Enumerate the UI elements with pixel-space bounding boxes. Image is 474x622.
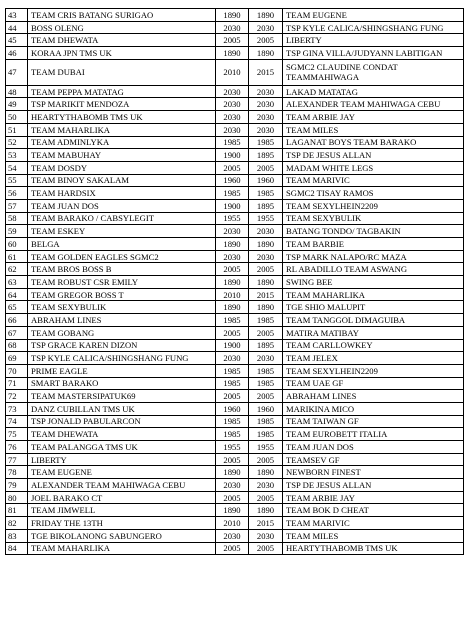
row-number: 67 bbox=[6, 326, 28, 339]
opponent-name: NEWBORN FINEST bbox=[283, 466, 464, 479]
year-left: 2030 bbox=[216, 225, 249, 238]
year-left: 1960 bbox=[216, 174, 249, 187]
year-left: 1985 bbox=[216, 428, 249, 441]
table-row bbox=[6, 123, 464, 136]
table-row bbox=[6, 517, 464, 530]
row-number: 55 bbox=[6, 174, 28, 187]
table-row bbox=[6, 466, 464, 479]
year-left: 1900 bbox=[216, 199, 249, 212]
opponent-name: TEAM UAE GF bbox=[283, 377, 464, 390]
row-number: 51 bbox=[6, 123, 28, 136]
opponent-name: TEAM BOK D CHEAT bbox=[283, 504, 464, 517]
year-right: 2015 bbox=[249, 59, 283, 85]
year-left: 2030 bbox=[216, 85, 249, 98]
year-left: 2030 bbox=[216, 21, 249, 34]
row-number: 83 bbox=[6, 529, 28, 542]
team-name: PRIME EAGLE bbox=[28, 364, 216, 377]
opponent-name: TGE SHIO MALUPIT bbox=[283, 301, 464, 314]
row-number: 44 bbox=[6, 21, 28, 34]
team-name: TSP KYLE CALICA/SHINGSHANG FUNG bbox=[28, 352, 216, 365]
year-left: 1985 bbox=[216, 415, 249, 428]
year-right: 2030 bbox=[249, 352, 283, 365]
table-row bbox=[6, 504, 464, 517]
opponent-name: TEAM MARIVIC bbox=[283, 517, 464, 530]
row-number: 78 bbox=[6, 466, 28, 479]
year-right: 1985 bbox=[249, 364, 283, 377]
year-left: 1985 bbox=[216, 377, 249, 390]
row-number: 69 bbox=[6, 352, 28, 365]
row-number: 45 bbox=[6, 34, 28, 47]
row-number: 56 bbox=[6, 187, 28, 200]
year-left: 2005 bbox=[216, 542, 249, 555]
table-row bbox=[6, 529, 464, 542]
team-name: TEAM GOBANG bbox=[28, 326, 216, 339]
year-left: 1890 bbox=[216, 466, 249, 479]
row-number: 82 bbox=[6, 517, 28, 530]
team-name: TSP GRACE KAREN DIZON bbox=[28, 339, 216, 352]
year-right: 1985 bbox=[249, 428, 283, 441]
team-name: ABRAHAM LINES bbox=[28, 314, 216, 327]
year-left: 2005 bbox=[216, 161, 249, 174]
team-name: TSP JONALD PABULARCON bbox=[28, 415, 216, 428]
table-row bbox=[6, 352, 464, 365]
opponent-name: TEAM BARBIE bbox=[283, 238, 464, 251]
row-number: 54 bbox=[6, 161, 28, 174]
opponent-name: TEAMSEV GF bbox=[283, 453, 464, 466]
year-right: 2015 bbox=[249, 517, 283, 530]
year-left: 2010 bbox=[216, 288, 249, 301]
year-left: 1985 bbox=[216, 314, 249, 327]
opponent-name: TEAM JELEX bbox=[283, 352, 464, 365]
year-left: 2030 bbox=[216, 529, 249, 542]
row-number: 68 bbox=[6, 339, 28, 352]
year-left: 2030 bbox=[216, 479, 249, 492]
year-right: 2030 bbox=[249, 529, 283, 542]
table-row bbox=[6, 59, 464, 85]
opponent-name: TEAM TAIWAN GF bbox=[283, 415, 464, 428]
opponent-name: TEAM EUGENE bbox=[283, 9, 464, 22]
year-right: 2030 bbox=[249, 85, 283, 98]
year-left: 2005 bbox=[216, 263, 249, 276]
table-row bbox=[6, 111, 464, 124]
year-left: 1985 bbox=[216, 364, 249, 377]
year-right: 2015 bbox=[249, 288, 283, 301]
row-number: 71 bbox=[6, 377, 28, 390]
team-name: TEAM MAHARLIKA bbox=[28, 542, 216, 555]
team-name: TEAM GOLDEN EAGLES SGMC2 bbox=[28, 250, 216, 263]
team-name: BELGA bbox=[28, 238, 216, 251]
year-right: 1985 bbox=[249, 187, 283, 200]
opponent-name: SWING BEE bbox=[283, 276, 464, 289]
team-name: TGE BIKOLANONG SABUNGERO bbox=[28, 529, 216, 542]
opponent-name: TSP GINA VILLA/JUDYANN LABITIGAN bbox=[283, 47, 464, 60]
team-name: BOSS OLENG bbox=[28, 21, 216, 34]
row-number: 48 bbox=[6, 85, 28, 98]
opponent-name: LAKAD MATATAG bbox=[283, 85, 464, 98]
year-right: 1890 bbox=[249, 47, 283, 60]
opponent-name: TEAM CARLLOWKEY bbox=[283, 339, 464, 352]
team-name: TEAM JIMWELL bbox=[28, 504, 216, 517]
table-row bbox=[6, 402, 464, 415]
team-name: SMART BARAKO bbox=[28, 377, 216, 390]
row-number: 84 bbox=[6, 542, 28, 555]
year-right: 1890 bbox=[249, 301, 283, 314]
team-name: TEAM EUGENE bbox=[28, 466, 216, 479]
table-row bbox=[6, 441, 464, 454]
opponent-name: RL ABADILLO TEAM ASWANG bbox=[283, 263, 464, 276]
opponent-name: TEAM TANGGOL DIMAGUIBA bbox=[283, 314, 464, 327]
table-row bbox=[6, 161, 464, 174]
year-left: 1955 bbox=[216, 441, 249, 454]
team-name: TEAM JUAN DOS bbox=[28, 199, 216, 212]
row-number: 47 bbox=[6, 59, 28, 85]
year-right: 1890 bbox=[249, 466, 283, 479]
year-right: 1985 bbox=[249, 136, 283, 149]
year-right: 2005 bbox=[249, 161, 283, 174]
year-right: 2030 bbox=[249, 479, 283, 492]
row-number: 60 bbox=[6, 238, 28, 251]
table-row bbox=[6, 479, 464, 492]
match-table-body bbox=[6, 9, 464, 555]
year-right: 1985 bbox=[249, 415, 283, 428]
row-number: 79 bbox=[6, 479, 28, 492]
table-row bbox=[6, 453, 464, 466]
team-name: TEAM BROS BOSS B bbox=[28, 263, 216, 276]
team-name: KORAA JPN TMS UK bbox=[28, 47, 216, 60]
team-name: TEAM ROBUST CSR EMILY bbox=[28, 276, 216, 289]
team-name: TEAM MAHARLIKA bbox=[28, 123, 216, 136]
year-left: 1955 bbox=[216, 212, 249, 225]
year-right: 2005 bbox=[249, 263, 283, 276]
year-left: 2010 bbox=[216, 59, 249, 85]
row-number: 81 bbox=[6, 504, 28, 517]
year-left: 1900 bbox=[216, 339, 249, 352]
team-name: LIBERTY bbox=[28, 453, 216, 466]
opponent-name: TSP KYLE CALICA/SHINGSHANG FUNG bbox=[283, 21, 464, 34]
opponent-name: HEARTYTHABOMB TMS UK bbox=[283, 542, 464, 555]
year-right: 1890 bbox=[249, 238, 283, 251]
year-left: 1985 bbox=[216, 187, 249, 200]
row-number: 57 bbox=[6, 199, 28, 212]
team-name: TEAM DOSDY bbox=[28, 161, 216, 174]
table-row bbox=[6, 250, 464, 263]
row-number: 63 bbox=[6, 276, 28, 289]
year-left: 1890 bbox=[216, 504, 249, 517]
opponent-name: TEAM MARIVIC bbox=[283, 174, 464, 187]
row-number: 46 bbox=[6, 47, 28, 60]
team-name: TEAM MASTERSIPATUK69 bbox=[28, 390, 216, 403]
table-row bbox=[6, 34, 464, 47]
year-left: 2030 bbox=[216, 111, 249, 124]
year-right: 2030 bbox=[249, 123, 283, 136]
table-row bbox=[6, 263, 464, 276]
year-right: 2005 bbox=[249, 542, 283, 555]
year-right: 1890 bbox=[249, 504, 283, 517]
year-right: 1890 bbox=[249, 276, 283, 289]
year-right: 1895 bbox=[249, 339, 283, 352]
year-right: 1985 bbox=[249, 314, 283, 327]
team-name: TEAM ESKEY bbox=[28, 225, 216, 238]
team-name: TEAM ADMINLYKA bbox=[28, 136, 216, 149]
team-name: TEAM HARDSIX bbox=[28, 187, 216, 200]
table-row bbox=[6, 377, 464, 390]
table-row bbox=[6, 149, 464, 162]
year-left: 1890 bbox=[216, 47, 249, 60]
opponent-name: TEAM SEXYBULIK bbox=[283, 212, 464, 225]
year-right: 2030 bbox=[249, 98, 283, 111]
row-number: 43 bbox=[6, 9, 28, 22]
table-row bbox=[6, 199, 464, 212]
year-right: 2030 bbox=[249, 225, 283, 238]
year-right: 2005 bbox=[249, 390, 283, 403]
opponent-name: MADAM WHITE LEGS bbox=[283, 161, 464, 174]
row-number: 52 bbox=[6, 136, 28, 149]
table-row bbox=[6, 98, 464, 111]
year-right: 1985 bbox=[249, 377, 283, 390]
row-number: 73 bbox=[6, 402, 28, 415]
row-number: 75 bbox=[6, 428, 28, 441]
year-right: 1895 bbox=[249, 149, 283, 162]
team-name: HEARTYTHABOMB TMS UK bbox=[28, 111, 216, 124]
year-left: 2030 bbox=[216, 352, 249, 365]
opponent-name: TEAM MILES bbox=[283, 123, 464, 136]
opponent-name: MARIKINA MICO bbox=[283, 402, 464, 415]
table-row bbox=[6, 491, 464, 504]
table-row bbox=[6, 225, 464, 238]
year-left: 1890 bbox=[216, 301, 249, 314]
table-row bbox=[6, 174, 464, 187]
opponent-name: TEAM SEXYLHEIN2209 bbox=[283, 199, 464, 212]
year-left: 2010 bbox=[216, 517, 249, 530]
team-name: TSP MARIKIT MENDOZA bbox=[28, 98, 216, 111]
opponent-name: TEAM MILES bbox=[283, 529, 464, 542]
row-number: 76 bbox=[6, 441, 28, 454]
opponent-name: BATANG TONDO/ TAGBAKIN bbox=[283, 225, 464, 238]
year-right: 1890 bbox=[249, 9, 283, 22]
year-right: 2005 bbox=[249, 34, 283, 47]
opponent-name: TEAM ARBIE JAY bbox=[283, 111, 464, 124]
team-name: DANZ CUBILLAN TMS UK bbox=[28, 402, 216, 415]
team-name: FRIDAY THE 13TH bbox=[28, 517, 216, 530]
opponent-name: ALEXANDER TEAM MAHIWAGA CEBU bbox=[283, 98, 464, 111]
opponent-name: TEAM ARBIE JAY bbox=[283, 491, 464, 504]
row-number: 74 bbox=[6, 415, 28, 428]
table-row bbox=[6, 390, 464, 403]
row-number: 59 bbox=[6, 225, 28, 238]
year-left: 2005 bbox=[216, 326, 249, 339]
team-name: TEAM DHEWATA bbox=[28, 428, 216, 441]
table-row bbox=[6, 364, 464, 377]
opponent-name: TEAM MAHARLIKA bbox=[283, 288, 464, 301]
year-right: 1960 bbox=[249, 174, 283, 187]
table-row bbox=[6, 314, 464, 327]
year-left: 2005 bbox=[216, 34, 249, 47]
year-right: 2005 bbox=[249, 491, 283, 504]
year-left: 2030 bbox=[216, 98, 249, 111]
table-row bbox=[6, 339, 464, 352]
table-row bbox=[6, 238, 464, 251]
table-row bbox=[6, 187, 464, 200]
year-left: 1985 bbox=[216, 136, 249, 149]
table-row bbox=[6, 9, 464, 22]
row-number: 70 bbox=[6, 364, 28, 377]
row-number: 66 bbox=[6, 314, 28, 327]
year-right: 2005 bbox=[249, 453, 283, 466]
row-number: 61 bbox=[6, 250, 28, 263]
table-row bbox=[6, 276, 464, 289]
table-row bbox=[6, 288, 464, 301]
opponent-name: ABRAHAM LINES bbox=[283, 390, 464, 403]
opponent-name: SGMC2 CLAUDINE CONDAT TEAMMAHIWAGA bbox=[283, 59, 464, 85]
year-right: 2030 bbox=[249, 250, 283, 263]
match-table bbox=[5, 8, 464, 555]
year-left: 2005 bbox=[216, 453, 249, 466]
opponent-name: TSP MARK NALAPO/RC MAZA bbox=[283, 250, 464, 263]
year-left: 1900 bbox=[216, 149, 249, 162]
team-name: TEAM BINOY SAKALAM bbox=[28, 174, 216, 187]
table-row bbox=[6, 301, 464, 314]
team-name: TEAM PALANGGA TMS UK bbox=[28, 441, 216, 454]
opponent-name: TSP DE JESUS ALLAN bbox=[283, 149, 464, 162]
year-right: 1960 bbox=[249, 402, 283, 415]
opponent-name: SGMC2 TISAY RAMOS bbox=[283, 187, 464, 200]
team-name: TEAM GREGOR BOSS T bbox=[28, 288, 216, 301]
year-right: 1895 bbox=[249, 199, 283, 212]
row-number: 72 bbox=[6, 390, 28, 403]
row-number: 77 bbox=[6, 453, 28, 466]
opponent-name: TEAM SEXYLHEIN2209 bbox=[283, 364, 464, 377]
table-row bbox=[6, 136, 464, 149]
year-right: 2030 bbox=[249, 21, 283, 34]
year-left: 1960 bbox=[216, 402, 249, 415]
table-row bbox=[6, 212, 464, 225]
team-name: TEAM MABUHAY bbox=[28, 149, 216, 162]
year-left: 2005 bbox=[216, 390, 249, 403]
year-left: 1890 bbox=[216, 276, 249, 289]
year-left: 2030 bbox=[216, 250, 249, 263]
team-name: TEAM CRIS BATANG SURIGAO bbox=[28, 9, 216, 22]
opponent-name: MATIRA MATIBAY bbox=[283, 326, 464, 339]
table-row bbox=[6, 326, 464, 339]
year-right: 2030 bbox=[249, 111, 283, 124]
table-row bbox=[6, 85, 464, 98]
year-right: 1955 bbox=[249, 441, 283, 454]
team-name: TEAM BARAKO / CABSYLEGIT bbox=[28, 212, 216, 225]
team-name: TEAM DUBAI bbox=[28, 59, 216, 85]
row-number: 49 bbox=[6, 98, 28, 111]
year-left: 1890 bbox=[216, 238, 249, 251]
year-right: 2005 bbox=[249, 326, 283, 339]
row-number: 53 bbox=[6, 149, 28, 162]
row-number: 65 bbox=[6, 301, 28, 314]
year-left: 2030 bbox=[216, 123, 249, 136]
opponent-name: TSP DE JESUS ALLAN bbox=[283, 479, 464, 492]
team-name: TEAM PEPPA MATATAG bbox=[28, 85, 216, 98]
year-left: 1890 bbox=[216, 9, 249, 22]
row-number: 62 bbox=[6, 263, 28, 276]
team-name: TEAM SEXYBULIK bbox=[28, 301, 216, 314]
team-name: JOEL BARAKO CT bbox=[28, 491, 216, 504]
table-row bbox=[6, 21, 464, 34]
year-right: 1955 bbox=[249, 212, 283, 225]
row-number: 64 bbox=[6, 288, 28, 301]
team-name: TEAM DHEWATA bbox=[28, 34, 216, 47]
row-number: 80 bbox=[6, 491, 28, 504]
row-number: 58 bbox=[6, 212, 28, 225]
table-row bbox=[6, 47, 464, 60]
year-left: 2005 bbox=[216, 491, 249, 504]
team-name: ALEXANDER TEAM MAHIWAGA CEBU bbox=[28, 479, 216, 492]
opponent-name: TEAM JUAN DOS bbox=[283, 441, 464, 454]
opponent-name: LIBERTY bbox=[283, 34, 464, 47]
opponent-name: TEAM EUROBETT ITALIA bbox=[283, 428, 464, 441]
table-row bbox=[6, 415, 464, 428]
table-row bbox=[6, 428, 464, 441]
table-row bbox=[6, 542, 464, 555]
row-number: 50 bbox=[6, 111, 28, 124]
opponent-name: LAGANAT BOYS TEAM BARAKO bbox=[283, 136, 464, 149]
